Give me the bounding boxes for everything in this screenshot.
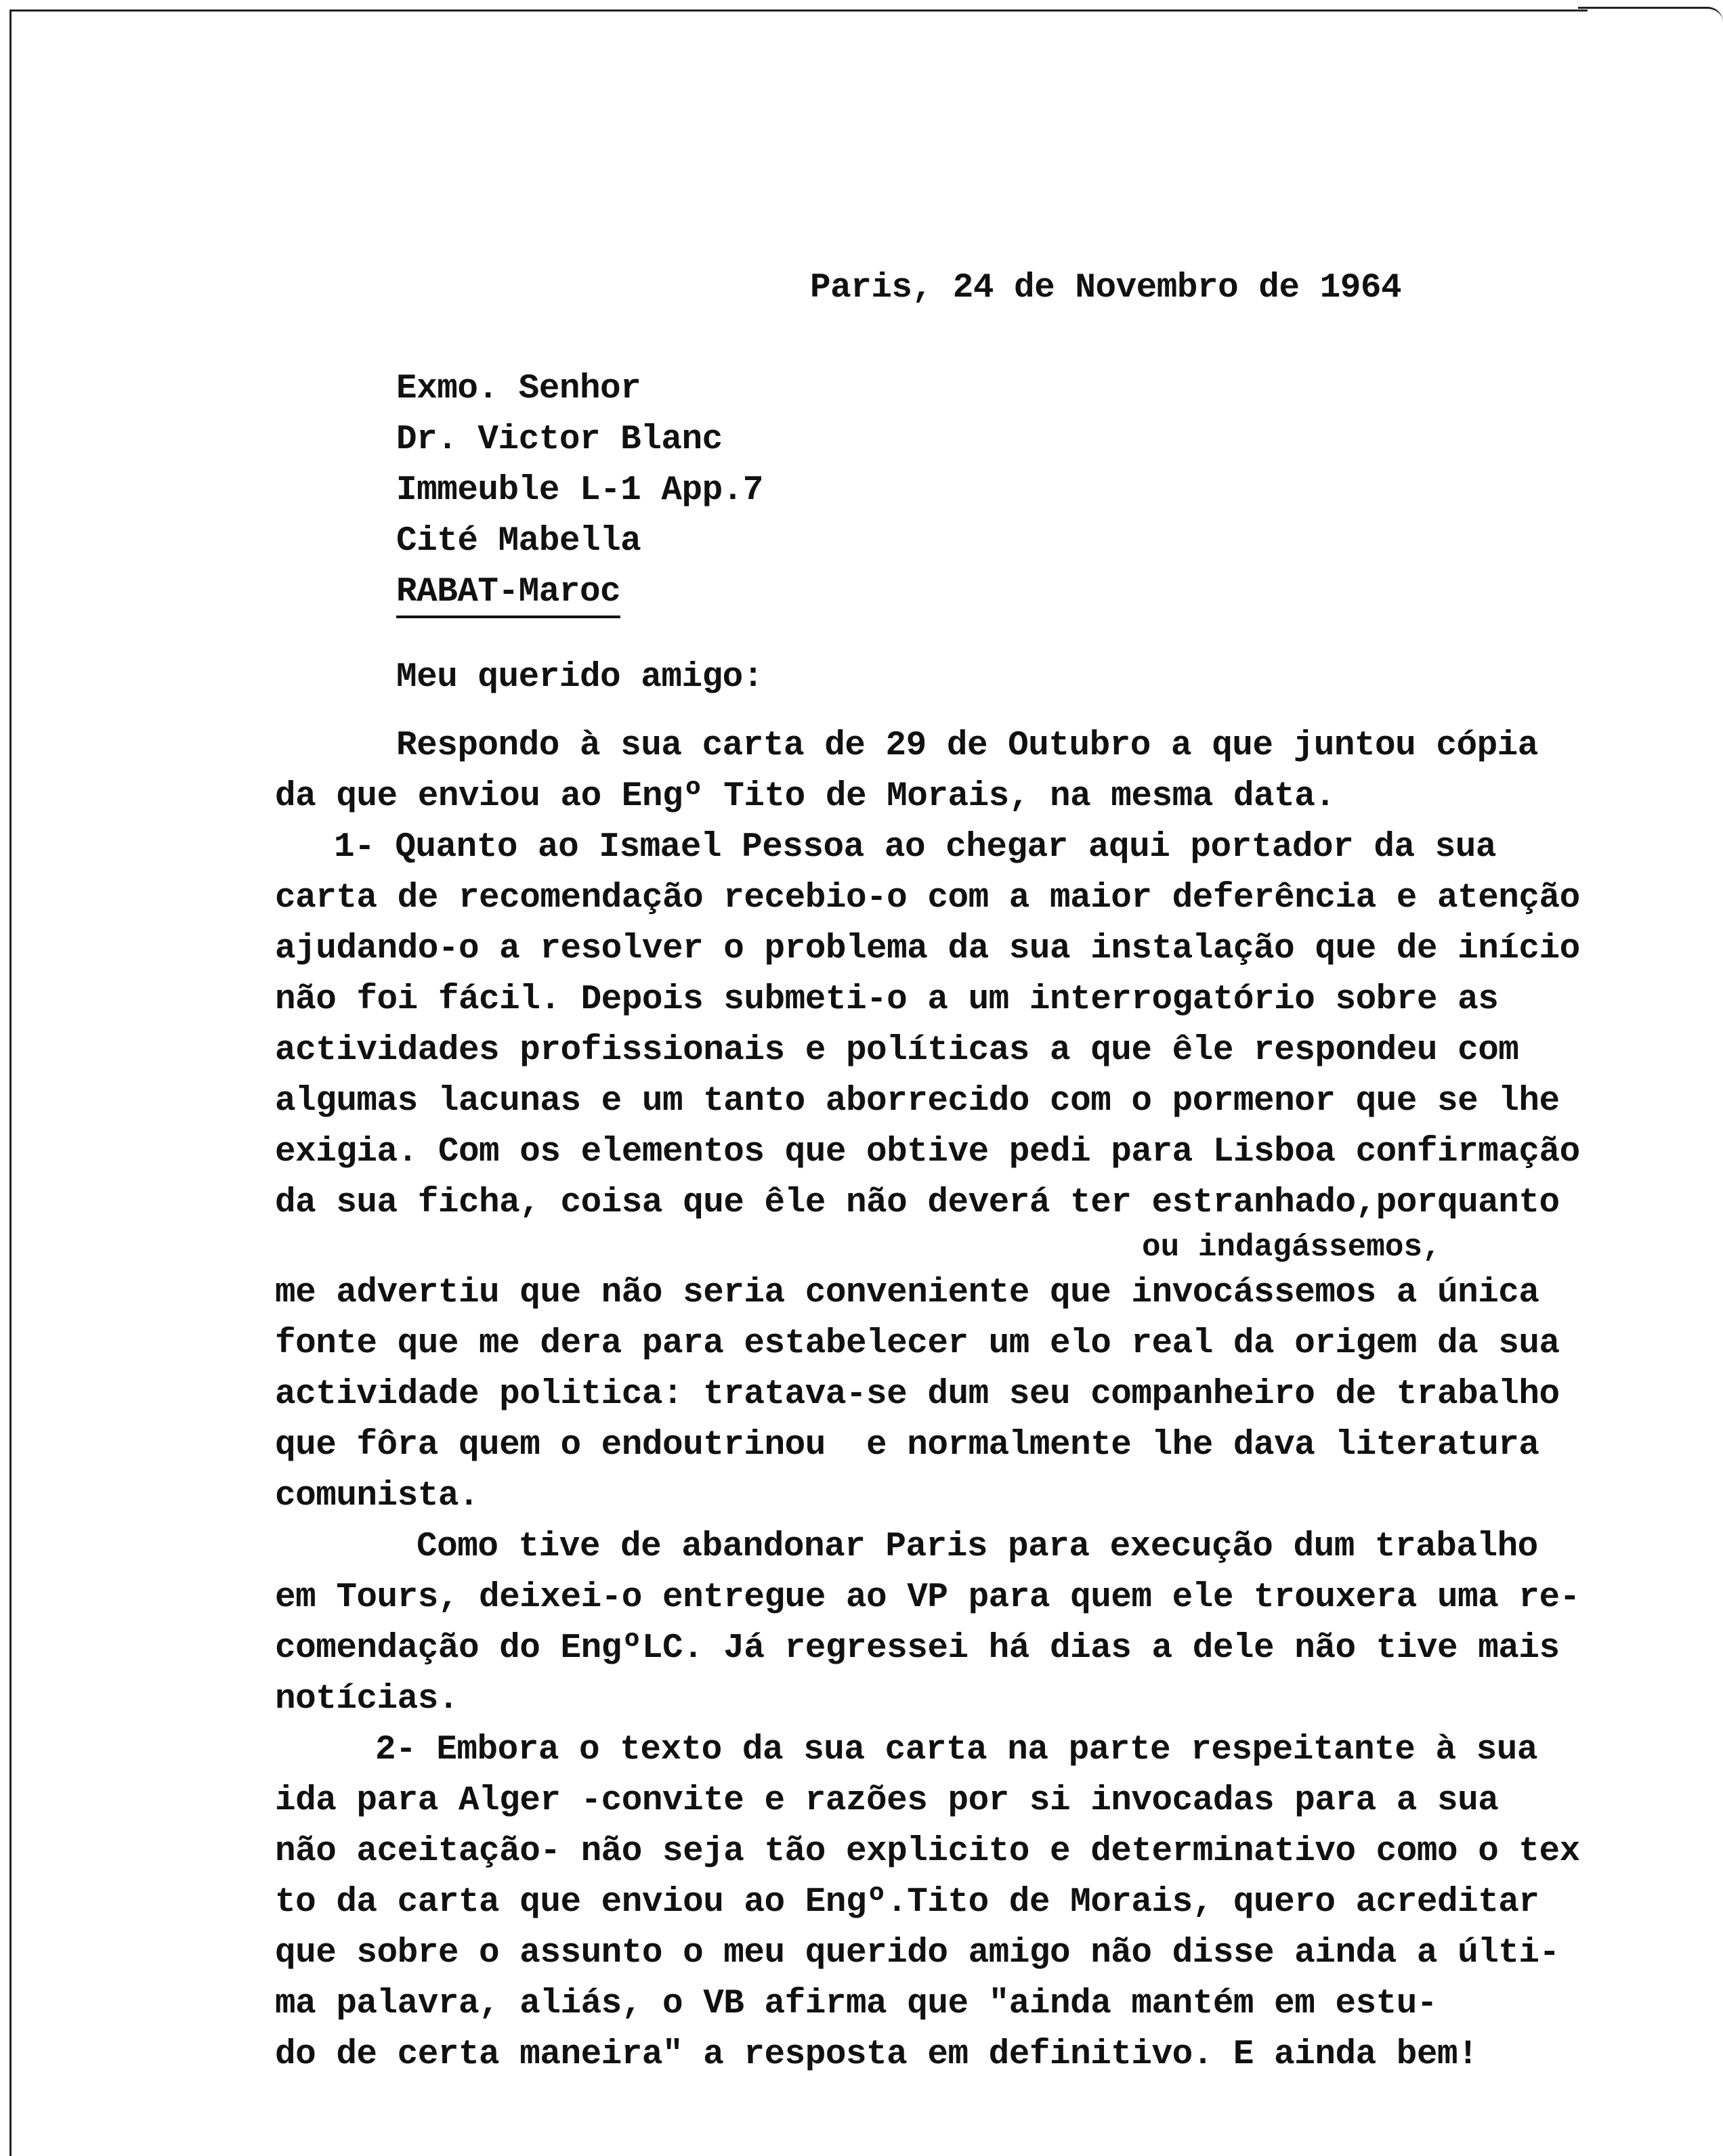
body-line: comunista.	[275, 1477, 480, 1515]
address-line: Immeuble L-1 App.7	[396, 471, 763, 510]
body-line: algumas lacunas e um tanto aborrecido com o pormenor que se lhe	[275, 1082, 1560, 1121]
body-line: actividade politica: tratava-se dum seu companheiro de trabalho	[275, 1375, 1560, 1414]
body-line: em Tours, deixei-o entregue ao VP para quem ele trouxera uma re-	[275, 1578, 1580, 1617]
body-line: to da carta que enviou ao Engº.Tito de Morais, quero acreditar	[275, 1883, 1539, 1922]
body-line: da que enviou ao Engº Tito de Morais, na mesma data.	[275, 777, 1336, 816]
body-line: 2- Embora o texto da sua carta na parte respeitante à sua	[375, 1731, 1537, 1769]
body-line: me advertiu que não seria conveniente que invocássemos a única	[275, 1274, 1539, 1312]
salutation: Meu querido amigo:	[396, 658, 763, 697]
body-line: não aceitação- não seja tão explicito e determinativo como o tex	[275, 1832, 1580, 1871]
address-line: Exmo. Senhor	[396, 370, 641, 408]
page-edge-corner	[1578, 7, 1723, 22]
body-line: notícias.	[275, 1680, 459, 1719]
page-edge-left	[9, 9, 12, 2156]
handwritten-insertion: ou indagássemos,	[1142, 1230, 1441, 1265]
body-line: fonte que me dera para estabelecer um elo real da origem da sua	[275, 1324, 1560, 1363]
body-line: Como tive de abandonar Paris para execução dum trabalho	[417, 1528, 1538, 1566]
recipient-address	[396, 364, 763, 618]
body-line: exigia. Com os elementos que obtive pedi para Lisboa confirmação	[275, 1133, 1580, 1171]
body-line: Respondo à sua carta de 29 de Outubro a que juntou cópia	[396, 727, 1538, 765]
body-line: 1- Quanto ao Ismael Pessoa ao chegar aqui portador da sua	[334, 828, 1496, 867]
address-line: Dr. Victor Blanc	[396, 421, 723, 459]
address-city	[396, 567, 620, 618]
letter-body	[275, 720, 1630, 2080]
address-line: Cité Mabella	[396, 522, 641, 561]
body-line: que fôra quem o endoutrinou e normalmente lhe dava literatura	[275, 1426, 1539, 1465]
body-line: actividades profissionais e políticas a que êle respondeu com	[275, 1031, 1519, 1070]
address-city-underlined: RABAT-Maroc	[396, 571, 620, 618]
page-edge-top	[9, 9, 1588, 12]
body-line: ma palavra, aliás, o VB afirma que "ainda mantém em estu-	[275, 1985, 1437, 2023]
body-line: não foi fácil. Depois submeti-o a um interrogatório sobre as	[275, 980, 1499, 1019]
letter-date: Paris, 24 de Novembro de 1964	[810, 269, 1402, 307]
body-line: ida para Alger -convite e razões por si invocadas para a sua	[275, 1782, 1499, 1820]
body-line: carta de recomendação recebio-o com a maior deferência e atenção	[275, 879, 1580, 918]
body-line: da sua ficha, coisa que êle não deverá ter estranhado,porquanto	[275, 1184, 1560, 1222]
body-line: do de certa maneira" a resposta em definitivo. E ainda bem!	[275, 2035, 1479, 2074]
body-line: que sobre o assunto o meu querido amigo não disse ainda a últi-	[275, 1934, 1560, 1972]
body-line: comendação do EngºLC. Já regressei há dias a dele não tive mais	[275, 1629, 1560, 1668]
body-line: ajudando-o a resolver o problema da sua instalação que de início	[275, 930, 1580, 968]
